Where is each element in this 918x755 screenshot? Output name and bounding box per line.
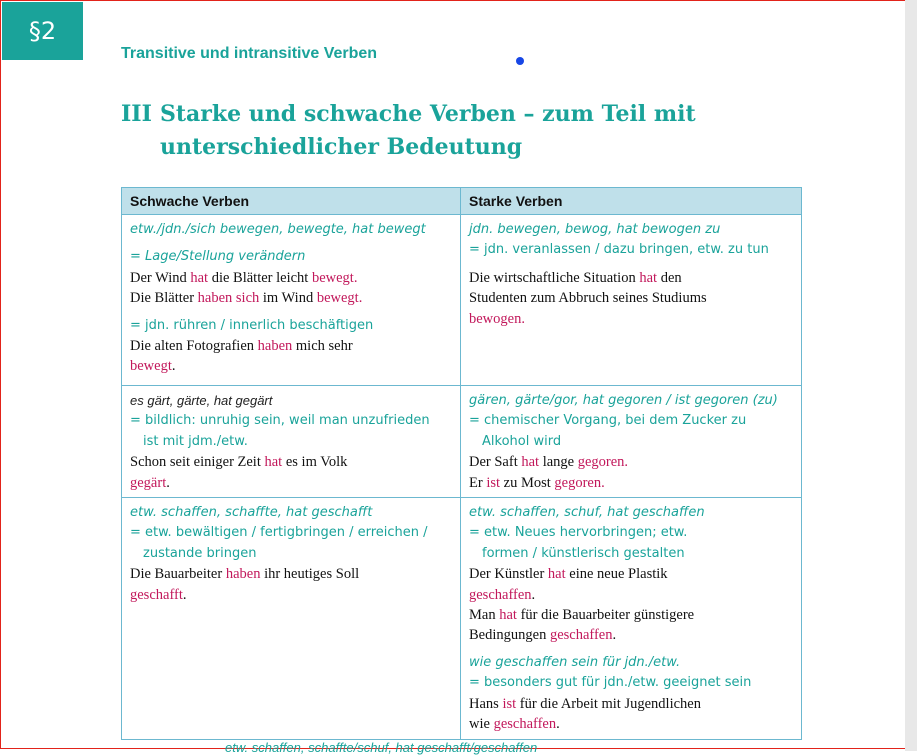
weak-cell — [122, 498, 461, 740]
weak-cell — [122, 386, 461, 498]
example-line: Die Bauarbeiter haben ihr heutiges Soll — [130, 566, 360, 583]
section-label: Transitive und intransitive Verben — [121, 45, 378, 62]
cutoff-summary: etw. schaffen, schaffte/schuf, hat geschafft/geschaffen — [225, 740, 538, 755]
definition: ist mit jdm./etw. — [143, 433, 248, 449]
example-line: geschafft. — [130, 586, 187, 603]
example-line: Schon seit einiger Zeit hat es im Volk — [130, 454, 348, 471]
table-row — [122, 215, 802, 386]
strong-cell — [461, 498, 802, 740]
table-row — [122, 386, 802, 498]
verb-forms: etw. schaffen, schaffte, hat geschafft — [130, 505, 373, 521]
example-line: Hans ist für die Arbeit mit Jugendlichen — [469, 695, 701, 712]
example-line: bewegt. — [130, 358, 176, 375]
header-weak-verbs: Schwache Verben — [122, 188, 461, 215]
definition: = etw. Neues hervorbringen; etw. — [469, 525, 688, 541]
example-line: Bedingungen geschaffen. — [469, 627, 617, 644]
verb-forms: gären, gärte/gor, hat gegoren / ist gegoren (zu) — [469, 393, 778, 408]
definition: = Lage/Stellung verändern — [130, 249, 306, 265]
table-header-row — [122, 188, 802, 215]
example-line: Der Künstler hat eine neue Plastik — [469, 566, 668, 583]
example-line: Der Wind hat die Blätter leicht bewegt. — [130, 269, 358, 286]
example-line: Die alten Fotografien haben mich sehr — [130, 338, 353, 355]
weak-cell — [122, 215, 461, 386]
header-strong-verbs: Starke Verben — [461, 188, 802, 215]
definition: formen / künstlerisch gestalten — [482, 545, 685, 561]
definition: Alkohol wird — [482, 433, 562, 449]
example-line: Die Blätter haben sich im Wind bewegt. — [130, 290, 363, 307]
example-line: Man hat für die Bauarbeiter günstigere — [469, 607, 695, 624]
strong-cell — [461, 215, 802, 386]
definition: = jdn. rühren / innerlich beschäftigen — [130, 317, 374, 333]
example-line: wie geschaffen. — [469, 716, 560, 733]
example-line: Die wirtschaftliche Situation hat den — [469, 269, 682, 286]
definition: = chemischer Vorgang, bei dem Zucker zu — [469, 413, 747, 429]
strong-cell — [461, 386, 802, 498]
example-line: Er ist zu Most gegoren. — [469, 474, 605, 491]
verb-forms: jdn. bewegen, bewog, hat bewogen zu — [469, 222, 721, 237]
definition: = bildlich: unruhig sein, weil man unzufrieden — [130, 413, 430, 429]
section-badge: §2 — [2, 2, 83, 60]
verb-table — [121, 187, 802, 740]
heading-number: III — [121, 101, 152, 127]
definition: = etw. bewältigen / fertigbringen / erreichen / — [130, 525, 428, 541]
cursor-dot — [516, 57, 524, 65]
verb-forms: etw. schaffen, schuf, hat geschaffen — [469, 505, 705, 521]
definition: zustande bringen — [143, 545, 257, 561]
scrollbar-track[interactable] — [905, 0, 917, 751]
definition: = besonders gut für jdn./etw. geeignet sein — [469, 675, 752, 691]
example-line: Der Saft hat lange gegoren. — [469, 454, 629, 471]
heading-title: Starke und schwache Verben – zum Teil mit unterschiedlicher Bedeutung — [160, 101, 696, 160]
example-line: Studenten zum Abbruch seines Studiums — [469, 290, 707, 307]
example-line: bewogen. — [469, 310, 525, 327]
example-line: geschaffen. — [469, 586, 536, 603]
table-row — [122, 498, 802, 740]
verb-forms: es gärt, gärte, hat gegärt — [130, 393, 273, 408]
verb-forms: wie geschaffen sein für jdn./etw. — [469, 654, 681, 670]
example-line: gegärt. — [130, 474, 170, 491]
definition: = jdn. veranlassen / dazu bringen, etw. zu tun — [469, 242, 769, 258]
verb-forms: etw./jdn./sich bewegen, bewegte, hat bewegt — [130, 222, 426, 237]
